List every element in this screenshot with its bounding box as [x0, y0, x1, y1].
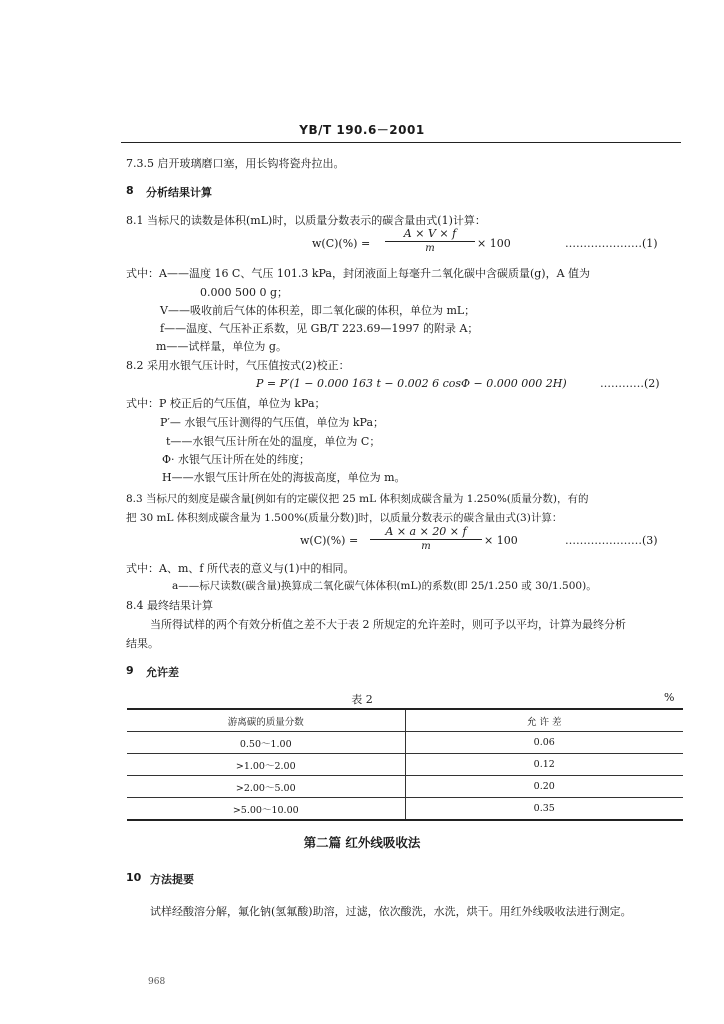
section-9-title: 允许差 — [146, 666, 179, 679]
formula-1-numerator: A × V × f — [385, 227, 475, 242]
page-number: 968 — [148, 977, 166, 987]
table-cell: 0.20 — [405, 776, 683, 798]
section-9-number: 9 — [126, 664, 134, 677]
table-header-cell: 允 许 差 — [405, 709, 683, 732]
clause-8-3-line-2: 把 30 mL 体积刻成碳含量为 1.500%(质量分数)]时，以质量分数表示的碳含量由式(3)计算： — [126, 512, 563, 524]
where-2-p-prime: P′— 水银气压计测得的气压值，单位为 kPa； — [160, 416, 385, 429]
table-cell: 0.50～1.00 — [127, 732, 405, 754]
where-2-phi: Φ· 水银气压计所在处的纬度； — [162, 453, 311, 466]
table-unit: % — [664, 691, 675, 704]
formula-3-fraction — [370, 525, 482, 552]
standard-code: YB/T 190.6－2001 — [299, 123, 425, 137]
clause-7-3-5: 7.3.5 启开玻璃磨口塞，用长钩将瓷舟拉出。 — [126, 157, 345, 170]
section-10-number: 10 — [126, 871, 142, 884]
table-row — [127, 798, 683, 821]
where-1-f: f——温度、气压补正系数，见 GB/T 223.69—1997 的附录 A； — [160, 322, 479, 335]
section-8-number: 8 — [126, 184, 134, 197]
where-2-p: 式中：P 校正后的气压值，单位为 kPa； — [126, 397, 326, 410]
table-cell: >1.00～2.00 — [127, 754, 405, 776]
where-3-a: a——标尺读数(碳含量)换算成二氧化碳气体体积(mL)的系数(即 25/1.250 或 30/1.500)。 — [172, 580, 597, 592]
table-cell: 0.06 — [405, 732, 683, 754]
formula-1-number: …………………(1) — [565, 237, 658, 250]
clause-8-1: 8.1 当标尺的读数是体积(mL)时，以质量分数表示的碳含量由式(1)计算： — [126, 214, 486, 227]
clause-8-4-line-1: 当所得试样的两个有效分析值之差不大于表 2 所规定的允许差时，则可予以平均，计算为最终分析 — [150, 618, 626, 631]
table-row — [127, 754, 683, 776]
clause-8-4-title: 8.4 最终结果计算 — [126, 599, 213, 612]
formula-1-fraction — [385, 227, 475, 254]
table-row — [127, 732, 683, 754]
section-10-title: 方法提要 — [150, 873, 194, 886]
where-3-common: 式中：A、m、f 所代表的意义与(1)中的相同。 — [126, 562, 355, 575]
table-cell: 0.12 — [405, 754, 683, 776]
formula-1-rhs: × 100 — [477, 237, 511, 250]
tolerance-table — [127, 708, 683, 821]
formula-2-number: …………(2) — [600, 377, 660, 390]
table-header-row — [127, 709, 683, 732]
table-cell: 0.35 — [405, 798, 683, 821]
table-cell: >5.00～10.00 — [127, 798, 405, 821]
table-header-cell: 游离碳的质量分数 — [127, 709, 405, 732]
clause-8-3-line-1: 8.3 当标尺的刻度是碳含量[例如有的定碳仪把 25 mL 体积刻成碳含量为 1.250%(质量分数)，有的 — [126, 493, 589, 505]
header-rule — [121, 142, 681, 143]
section-10-text: 试样经酸溶分解，氟化钠(氢氟酸)助溶，过滤，依次酸洗，水洗，烘干。用红外线吸收法进行测定。 — [150, 905, 632, 918]
where-1-a: 式中：A——温度 16 C、气压 101.3 kPa，封闭液面上每毫升二氧化碳中含碳质量(g)，A 值为 — [126, 267, 591, 280]
where-1-a-cont: 0.000 500 0 g； — [200, 286, 289, 299]
table-row — [127, 776, 683, 798]
section-8-title: 分析结果计算 — [146, 186, 212, 199]
formula-3-numerator: A × a × 20 × f — [370, 525, 482, 540]
where-1-v: V——吸收前后气体的体积差，即二氧化碳的体积，单位为 mL； — [160, 304, 476, 317]
clause-8-4-line-2: 结果。 — [126, 637, 159, 650]
formula-3-lhs: w(C)(%) = — [300, 534, 359, 547]
formula-2: P = P′(1 − 0.000 163 t − 0.002 6 cosΦ − 0.000 000 2H) — [256, 377, 567, 390]
clause-8-2: 8.2 采用水银气压计时，气压值按式(2)校正： — [126, 359, 350, 372]
formula-3-rhs: × 100 — [484, 534, 518, 547]
table-caption: 表 2 — [351, 693, 373, 706]
formula-1-denominator: m — [425, 243, 435, 254]
formula-1-lhs: w(C)(%) = — [312, 237, 371, 250]
formula-3-denominator: m — [421, 541, 431, 552]
where-2-t: t——水银气压计所在处的温度，单位为 C； — [166, 435, 381, 448]
part-2-heading: 第二篇 红外线吸收法 — [303, 835, 421, 850]
table-cell: >2.00～5.00 — [127, 776, 405, 798]
where-1-m: m——试样量，单位为 g。 — [156, 340, 287, 353]
formula-3-number: …………………(3) — [565, 534, 658, 547]
where-2-h: H——水银气压计所在处的海拔高度，单位为 m。 — [162, 471, 406, 484]
